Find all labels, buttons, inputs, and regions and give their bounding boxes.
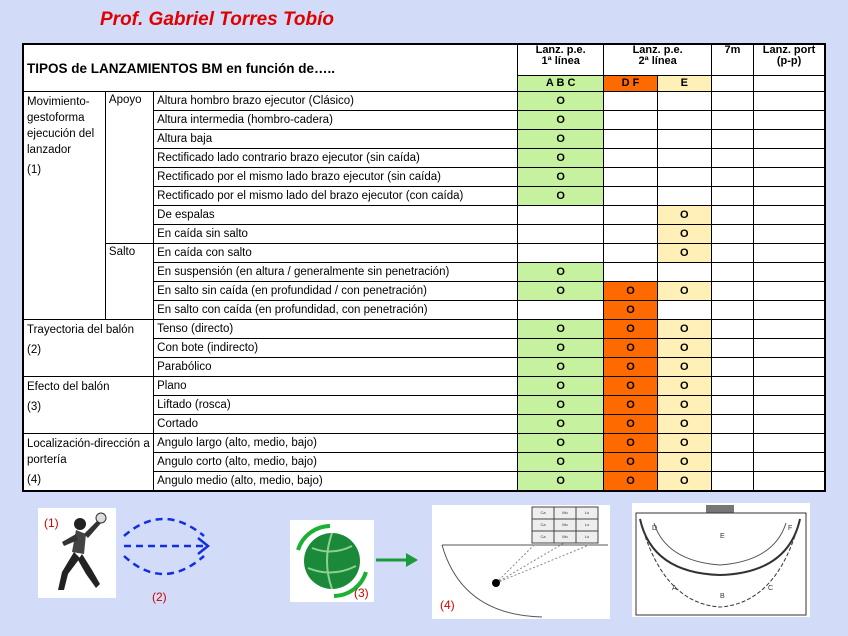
court-zone-label: E xyxy=(720,533,725,540)
mark-e xyxy=(657,130,711,149)
mark-abc: O xyxy=(517,453,603,472)
sub-df: D F xyxy=(604,76,657,92)
goal-zone-label: Lo xyxy=(584,510,590,515)
mark-df: O xyxy=(604,339,657,358)
col-first-line: Lanz. p.e. 1ª línea xyxy=(517,44,603,76)
mark-abc: O xyxy=(517,263,603,282)
trajectory-arrows-icon xyxy=(118,512,218,584)
mark-keeper xyxy=(754,377,825,396)
mark-keeper xyxy=(754,168,825,187)
sub-e: E xyxy=(657,76,711,92)
mark-e xyxy=(657,168,711,187)
figure-court-zones xyxy=(632,503,810,617)
mark-7m xyxy=(711,434,753,453)
mark-df xyxy=(604,149,657,168)
mark-e xyxy=(657,263,711,282)
mark-7m xyxy=(711,168,753,187)
row-label: En salto sin caída (en profundidad / con penetración) xyxy=(154,282,518,301)
category-location: Localización-dirección a portería (4) xyxy=(23,434,154,492)
mark-e: O xyxy=(657,206,711,225)
mark-7m xyxy=(711,415,753,434)
mark-abc: O xyxy=(517,92,603,111)
row-label: Altura baja xyxy=(154,130,518,149)
mark-df: O xyxy=(604,453,657,472)
row-label: Plano xyxy=(154,377,518,396)
table-row xyxy=(23,92,825,111)
mark-keeper xyxy=(754,396,825,415)
col-keeper: Lanz. port (p-p) xyxy=(754,44,825,76)
mark-e: O xyxy=(657,339,711,358)
mark-e: O xyxy=(657,244,711,263)
mark-7m xyxy=(711,396,753,415)
mark-df xyxy=(604,225,657,244)
mark-abc: O xyxy=(517,320,603,339)
mark-7m xyxy=(711,301,753,320)
mark-e xyxy=(657,92,711,111)
goal-grid xyxy=(532,507,598,543)
mark-abc: O xyxy=(517,377,603,396)
row-label: Altura intermedia (hombro-cadera) xyxy=(154,111,518,130)
mark-e xyxy=(657,187,711,206)
mark-abc: O xyxy=(517,111,603,130)
mark-keeper xyxy=(754,225,825,244)
table-row xyxy=(23,377,825,396)
sub-keeper-empty xyxy=(754,76,825,92)
header-row xyxy=(23,44,825,76)
mark-df xyxy=(604,111,657,130)
mark-keeper xyxy=(754,263,825,282)
mark-7m xyxy=(711,92,753,111)
mark-df: O xyxy=(604,320,657,339)
row-label: Liftado (rosca) xyxy=(154,396,518,415)
mark-keeper xyxy=(754,472,825,492)
row-label: En caída con salto xyxy=(154,244,518,263)
court-zone-label: D xyxy=(652,525,658,532)
mark-keeper xyxy=(754,206,825,225)
throw-types-table xyxy=(22,43,826,492)
mark-abc: O xyxy=(517,282,603,301)
mark-abc xyxy=(517,301,603,320)
mark-df: O xyxy=(604,377,657,396)
mark-keeper xyxy=(754,92,825,111)
mark-e: O xyxy=(657,358,711,377)
row-label: Rectificado por el mismo lado brazo ejecutor (sin caída) xyxy=(154,168,518,187)
mark-keeper xyxy=(754,282,825,301)
mark-abc: O xyxy=(517,149,603,168)
row-label: En suspensión (en altura / generalmente sin penetración) xyxy=(154,263,518,282)
mark-abc: O xyxy=(517,130,603,149)
mark-e: O xyxy=(657,320,711,339)
mark-e: O xyxy=(657,434,711,453)
mark-e xyxy=(657,149,711,168)
row-label: Parabólico xyxy=(154,358,518,377)
mark-keeper xyxy=(754,244,825,263)
mark-7m xyxy=(711,244,753,263)
mark-7m xyxy=(711,358,753,377)
mark-7m xyxy=(711,149,753,168)
court-zone-label: B xyxy=(720,593,725,600)
mark-e: O xyxy=(657,415,711,434)
row-label: En caída sin salto xyxy=(154,225,518,244)
mark-7m xyxy=(711,339,753,358)
mark-7m xyxy=(711,263,753,282)
row-label: Altura hombro brazo ejecutor (Clásico) xyxy=(154,92,518,111)
category-movement: Movimiento-gestoforma ejecución del lanzador (1) xyxy=(23,92,105,320)
mark-abc xyxy=(517,206,603,225)
mark-df xyxy=(604,187,657,206)
goal-zone-label: Mo xyxy=(562,510,568,515)
mark-keeper xyxy=(754,130,825,149)
mark-abc: O xyxy=(517,415,603,434)
mark-7m xyxy=(711,377,753,396)
row-label: Cortado xyxy=(154,415,518,434)
mark-7m xyxy=(711,130,753,149)
court-zone-label: C xyxy=(768,585,774,592)
goal-zone-label: Ca xyxy=(540,534,546,539)
category-effect: Efecto del balón (3) xyxy=(23,377,154,434)
mark-abc xyxy=(517,225,603,244)
mark-e: O xyxy=(657,377,711,396)
mark-df: O xyxy=(604,282,657,301)
goal-zone-label: Mo xyxy=(562,534,568,539)
mark-abc: O xyxy=(517,472,603,492)
col-7m: 7m xyxy=(711,44,753,76)
mark-df: O xyxy=(604,434,657,453)
mark-df: O xyxy=(604,301,657,320)
mark-abc: O xyxy=(517,358,603,377)
mark-e: O xyxy=(657,472,711,492)
row-label: De espalas xyxy=(154,206,518,225)
mark-7m xyxy=(711,453,753,472)
mark-7m xyxy=(711,206,753,225)
ball-direction-arrow-icon xyxy=(374,550,420,570)
mark-df: O xyxy=(604,358,657,377)
mark-df xyxy=(604,244,657,263)
figure-label-2: (2) xyxy=(152,590,167,604)
mark-e: O xyxy=(657,225,711,244)
mark-abc xyxy=(517,244,603,263)
mark-e: O xyxy=(657,396,711,415)
mark-7m xyxy=(711,187,753,206)
col-second-line: Lanz. p.e. 2ª línea xyxy=(604,44,712,76)
mark-abc: O xyxy=(517,396,603,415)
mark-keeper xyxy=(754,453,825,472)
figure-goal-diagram xyxy=(432,505,610,619)
court-zone-label: A xyxy=(672,585,677,592)
court-zones xyxy=(632,503,810,617)
table-row xyxy=(23,320,825,339)
goal-zone-label: Mo xyxy=(562,522,568,527)
row-label: Angulo corto (alto, medio, bajo) xyxy=(154,453,518,472)
mark-df xyxy=(604,168,657,187)
mark-df: O xyxy=(604,396,657,415)
row-label: Angulo largo (alto, medio, bajo) xyxy=(154,434,518,453)
goal-zone-label: Ca xyxy=(540,522,546,527)
row-label: Angulo medio (alto, medio, bajo) xyxy=(154,472,518,492)
figure-label-4: (4) xyxy=(440,598,455,612)
mark-abc: O xyxy=(517,187,603,206)
mark-e: O xyxy=(657,282,711,301)
mark-7m xyxy=(711,111,753,130)
mark-keeper xyxy=(754,320,825,339)
row-label: Rectificado por el mismo lado del brazo ejecutor (con caída) xyxy=(154,187,518,206)
mark-abc: O xyxy=(517,168,603,187)
category-trajectory: Trayectoria del balón (2) xyxy=(23,320,154,377)
sub-7m-empty xyxy=(711,76,753,92)
court-zone-label: F xyxy=(788,525,793,532)
mark-df: O xyxy=(604,472,657,492)
goal-zone-label: Lo xyxy=(584,522,590,527)
mark-df xyxy=(604,130,657,149)
mark-abc: O xyxy=(517,434,603,453)
row-label: En salto con caída (en profundidad, con penetración) xyxy=(154,301,518,320)
section-apoyo: Apoyo xyxy=(105,92,153,244)
table-title: TIPOS de LANZAMIENTOS BM en función de….. xyxy=(23,44,517,92)
figure-label-1: (1) xyxy=(44,516,59,530)
author-title: Prof. Gabriel Torres Tobío xyxy=(100,9,335,30)
mark-keeper xyxy=(754,149,825,168)
figure-label-3: (3) xyxy=(354,586,369,600)
mark-keeper xyxy=(754,358,825,377)
table-row xyxy=(23,244,825,263)
mark-df xyxy=(604,92,657,111)
row-label: Tenso (directo) xyxy=(154,320,518,339)
row-label: Rectificado lado contrario brazo ejecutor (sin caída) xyxy=(154,149,518,168)
table-row xyxy=(23,434,825,453)
mark-abc: O xyxy=(517,339,603,358)
mark-7m xyxy=(711,225,753,244)
mark-e xyxy=(657,301,711,320)
mark-7m xyxy=(711,472,753,492)
goal-zone-label: Ca xyxy=(540,510,546,515)
mark-e xyxy=(657,111,711,130)
mark-7m xyxy=(711,320,753,339)
mark-keeper xyxy=(754,111,825,130)
mark-df xyxy=(604,206,657,225)
row-label: Con bote (indirecto) xyxy=(154,339,518,358)
mark-keeper xyxy=(754,339,825,358)
sub-abc: A B C xyxy=(517,76,603,92)
mark-keeper xyxy=(754,415,825,434)
section-salto: Salto xyxy=(105,244,153,320)
mark-df xyxy=(604,263,657,282)
mark-keeper xyxy=(754,434,825,453)
mark-df: O xyxy=(604,415,657,434)
mark-keeper xyxy=(754,301,825,320)
goal-zone-label: Lo xyxy=(584,534,590,539)
mark-keeper xyxy=(754,187,825,206)
mark-e: O xyxy=(657,453,711,472)
mark-7m xyxy=(711,282,753,301)
